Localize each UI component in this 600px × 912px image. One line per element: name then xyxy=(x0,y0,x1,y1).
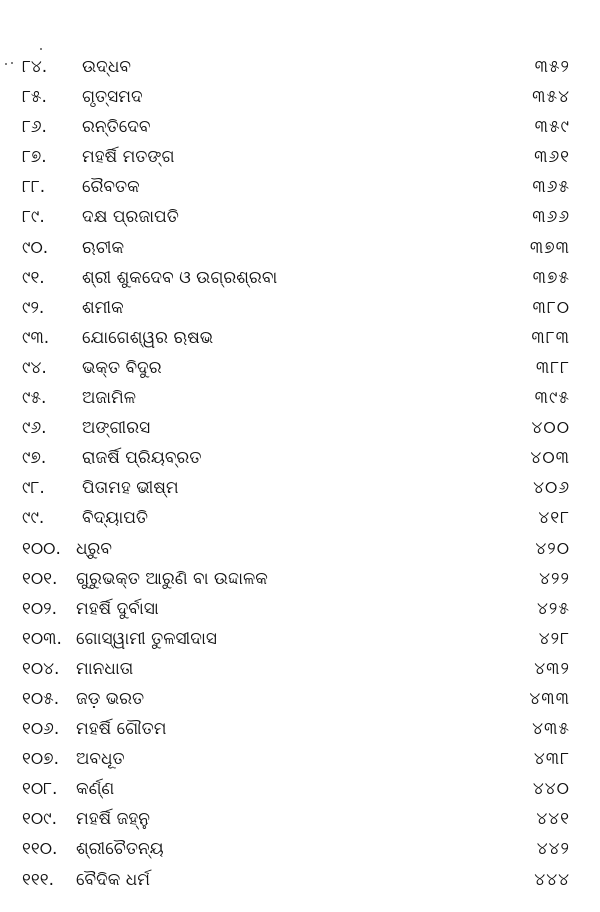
entry-title: ଅଙ୍ଗୀରସ xyxy=(82,418,151,439)
toc-entry[interactable] xyxy=(0,172,600,202)
entry-number: ୯୧. xyxy=(22,267,45,288)
entry-number: ୧୦୬. xyxy=(22,719,60,740)
entry-number: ୯୨. xyxy=(22,297,45,318)
entry-title: ଅବଧୂତ xyxy=(76,749,125,770)
entry-number: ୧୦୦. xyxy=(22,538,61,559)
entry-title: ରନ୍ତିଦେବ xyxy=(82,117,151,138)
entry-number: ୯୮. xyxy=(22,478,45,499)
entry-title: ଶମୀକ xyxy=(82,297,124,318)
toc-entry[interactable] xyxy=(0,865,600,895)
entry-number: ୯୪. xyxy=(22,357,47,378)
entry-page-number: ୪୦୦ xyxy=(531,418,570,439)
entry-title: ଋଚୀକ xyxy=(82,237,125,258)
entry-number: ୧୦୩. xyxy=(22,628,62,649)
entry-page-number: ୪୦୬ xyxy=(533,478,570,499)
entry-page-number: ୩୭୫ xyxy=(532,267,570,288)
toc-entry[interactable] xyxy=(0,684,600,714)
toc-entry[interactable] xyxy=(0,564,600,594)
entry-page-number: ୩୫୪ xyxy=(532,87,570,108)
toc-entry[interactable] xyxy=(0,413,600,443)
entry-page-number: ୩୯୫ xyxy=(534,388,570,409)
entry-number: ୯୦. xyxy=(22,237,49,258)
entry-title: ଶ୍ରୀଚୈତନ୍ୟ xyxy=(76,839,164,860)
table-of-contents xyxy=(0,52,600,895)
entry-title: ଯୋଗେଶ୍ୱର ଋଷଭ xyxy=(82,327,214,348)
entry-number: ୧୦୧. xyxy=(22,568,58,589)
entry-title: ମହର୍ଷି ମତଙ୍ଗ xyxy=(82,147,175,168)
entry-number: ୯୩. xyxy=(22,327,50,348)
entry-page-number: ୪୪୪ xyxy=(534,869,570,890)
entry-title: ବିଦ୍ୟାପତି xyxy=(82,508,149,529)
entry-page-number: ୩୮୩ xyxy=(531,327,570,348)
entry-number: ୮୯. xyxy=(22,207,45,228)
toc-entry[interactable] xyxy=(0,202,600,232)
entry-page-number: ୪୨୦ xyxy=(535,538,570,559)
toc-entry[interactable] xyxy=(0,473,600,503)
entry-title: ଗୁରୁଭକ୍ତ ଆରୁଣି ବା ଉଦ୍ଦାଳକ xyxy=(76,568,268,589)
entry-page-number: ୪୨୮ xyxy=(538,628,570,649)
entry-page-number: ୪୪୦ xyxy=(532,779,570,800)
entry-page-number: ୩୮୦ xyxy=(532,297,570,318)
toc-entry[interactable] xyxy=(0,654,600,684)
entry-title: ଶ୍ରୀ ଶୁକଦେବ ଓ ଉଗ୍ରଶ୍ରବା xyxy=(82,267,278,288)
entry-title: ଧ୍ରୁବ xyxy=(76,538,112,559)
entry-title: ଅଜାମିଳ xyxy=(82,388,137,409)
toc-entry[interactable] xyxy=(0,534,600,564)
entry-page-number: ୩୫୨ xyxy=(534,57,570,77)
entry-number: ୮୪. xyxy=(22,57,48,77)
entry-title: କର୍ଣ୍ଣ xyxy=(76,779,115,800)
entry-title: ମହର୍ଷି ଜହ୍ନୁ xyxy=(76,809,150,830)
toc-entry[interactable] xyxy=(0,52,600,82)
toc-entry[interactable] xyxy=(0,263,600,293)
entry-number: ୧୦୯. xyxy=(22,809,58,830)
toc-entry[interactable] xyxy=(0,233,600,263)
entry-page-number: ୩୭୩ xyxy=(529,237,570,258)
entry-title: ଗୋସ୍ୱାମୀ ତୁଳସୀଦାସ xyxy=(76,628,217,649)
toc-entry[interactable] xyxy=(0,323,600,353)
toc-entry[interactable] xyxy=(0,82,600,112)
entry-number: ୯୭. xyxy=(22,448,47,469)
entry-title: ଉଦ୍ଧବ xyxy=(82,57,131,77)
entry-number: ୧୦୮. xyxy=(22,779,58,800)
entry-page-number: ୪୪୧ xyxy=(536,809,570,830)
entry-number: ୮୫. xyxy=(22,87,47,108)
toc-entry[interactable] xyxy=(0,112,600,142)
toc-entry[interactable] xyxy=(0,744,600,774)
entry-page-number: ୪୧୮ xyxy=(538,508,570,529)
entry-page-number: ୩୬୧ xyxy=(534,147,570,168)
entry-title: ମାନଧାତା xyxy=(76,658,134,679)
entry-page-number: ୪୩୩ xyxy=(529,688,570,709)
entry-page-number: ୪୩୨ xyxy=(534,658,570,679)
toc-entry[interactable] xyxy=(0,142,600,172)
entry-number: ୯୯. xyxy=(22,508,45,529)
toc-entry[interactable] xyxy=(0,383,600,413)
entry-page-number: ୪୨୫ xyxy=(537,598,570,619)
toc-entry[interactable] xyxy=(0,774,600,804)
entry-number: ୮୬. xyxy=(22,117,47,138)
entry-number: ୧୦୫. xyxy=(22,688,60,709)
entry-title: ବୈଦିକ ଧର୍ମ xyxy=(76,869,150,890)
toc-entry[interactable] xyxy=(0,714,600,744)
entry-page-number: ୪୨୨ xyxy=(539,568,570,589)
entry-number: ୯୬. xyxy=(22,418,47,439)
entry-page-number: ୩୬୫ xyxy=(532,177,570,198)
entry-page-number: ୪୦୩ xyxy=(530,448,570,469)
entry-number: ୧୦୨. xyxy=(22,598,58,619)
entry-title: ରୈବତକ xyxy=(82,177,140,198)
entry-number: ୧୧୧. xyxy=(22,869,54,890)
toc-entry[interactable] xyxy=(0,804,600,834)
entry-title: ମହର୍ଷି ଦୁର୍ବାସା xyxy=(76,598,159,619)
entry-title: ଗୃତ୍ସମଦ xyxy=(82,87,143,108)
toc-entry[interactable] xyxy=(0,293,600,323)
entry-number: ୧୧୦. xyxy=(22,839,58,860)
entry-page-number: ୩୫୯ xyxy=(534,117,570,138)
entry-title: ଭକ୍ତ ବିଦୁର xyxy=(82,357,162,378)
entry-number: ୯୫. xyxy=(22,388,47,409)
toc-entry[interactable] xyxy=(0,834,600,864)
entry-number: ୮୭. xyxy=(22,147,47,168)
entry-title: ରାଜର୍ଷି ପ୍ରିୟବ୍ରତ xyxy=(82,448,202,469)
entry-page-number: ୪୩୮ xyxy=(533,749,570,770)
entry-number: ୮୮. xyxy=(22,177,46,198)
entry-number: ୧୦୪. xyxy=(22,658,60,679)
entry-title: ମହର୍ଷି ଗୌତମ xyxy=(76,719,167,740)
entry-page-number: ୪୩୫ xyxy=(532,719,570,740)
entry-title: ଜଡ଼ ଭରତ xyxy=(76,688,145,709)
toc-entry[interactable] xyxy=(0,443,600,473)
entry-title: ଦକ୍ଷ ପ୍ରଜାପତି xyxy=(82,207,179,228)
toc-entry[interactable] xyxy=(0,594,600,624)
scan-speck xyxy=(40,48,42,50)
entry-page-number: ୩୬୬ xyxy=(532,207,570,228)
entry-number: ୧୦୭. xyxy=(22,749,59,770)
toc-entry[interactable] xyxy=(0,353,600,383)
entry-page-number: ୪୪୨ xyxy=(536,839,570,860)
entry-page-number: ୩୮୮ xyxy=(535,357,570,378)
toc-entry[interactable] xyxy=(0,503,600,533)
entry-title: ପିତାମହ ଭୀଷ୍ମ xyxy=(82,478,179,499)
toc-entry[interactable] xyxy=(0,624,600,654)
